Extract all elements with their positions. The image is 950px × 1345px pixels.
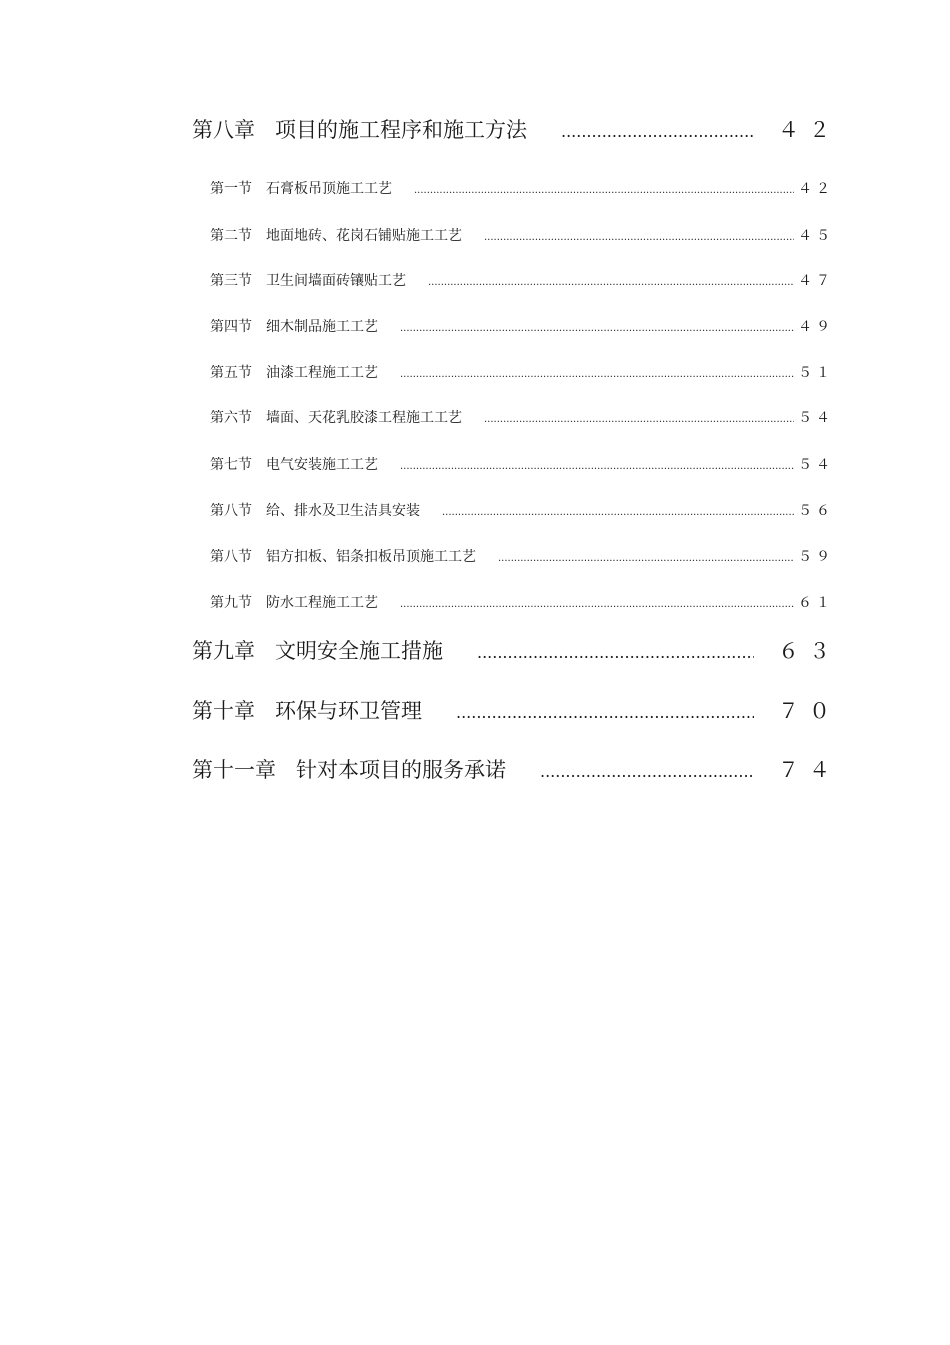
page-number: ４７ bbox=[798, 273, 834, 289]
dot-leader bbox=[477, 643, 754, 662]
section-number: 第八节 bbox=[210, 549, 252, 565]
page-number: ５４ bbox=[798, 457, 834, 473]
toc-section-7[interactable] bbox=[210, 454, 834, 474]
dot-leader bbox=[484, 414, 794, 425]
chapter-title: 针对本项目的服务承诺 bbox=[296, 758, 506, 782]
chapter-title: 环保与环卫管理 bbox=[275, 699, 422, 723]
section-number: 第七节 bbox=[210, 457, 252, 473]
dot-leader bbox=[442, 507, 794, 518]
toc-section-2[interactable] bbox=[210, 225, 834, 245]
chapter-number: 第十一章 bbox=[192, 758, 276, 782]
section-title: 卫生间墙面砖镶贴工艺 bbox=[266, 273, 406, 289]
toc-chapter-10[interactable] bbox=[192, 695, 840, 725]
dot-leader bbox=[540, 762, 754, 781]
section-number: 第三节 bbox=[210, 273, 252, 289]
dot-leader bbox=[498, 553, 794, 564]
toc-chapter-8[interactable] bbox=[192, 114, 840, 144]
page-number: ６３ bbox=[778, 639, 840, 663]
section-number: 第二节 bbox=[210, 228, 252, 244]
toc-section-4[interactable] bbox=[210, 316, 834, 336]
dot-leader bbox=[400, 461, 794, 472]
page-number: ４９ bbox=[798, 319, 834, 335]
toc-chapter-9[interactable] bbox=[192, 635, 840, 665]
dot-leader bbox=[400, 323, 794, 334]
dot-leader bbox=[428, 277, 794, 288]
chapter-title: 项目的施工程序和施工方法 bbox=[275, 118, 527, 142]
toc-section-8[interactable] bbox=[210, 500, 834, 520]
dot-leader bbox=[561, 122, 754, 141]
page-number: ５４ bbox=[798, 410, 834, 426]
page-number: ４５ bbox=[798, 228, 834, 244]
toc-section-5[interactable] bbox=[210, 362, 834, 382]
toc-section-6[interactable] bbox=[210, 407, 834, 427]
page-number: ５１ bbox=[798, 365, 834, 381]
section-number: 第五节 bbox=[210, 365, 252, 381]
section-number: 第六节 bbox=[210, 410, 252, 426]
toc-chapter-11[interactable] bbox=[192, 754, 840, 784]
page-number: ４２ bbox=[798, 181, 834, 197]
chapter-title: 文明安全施工措施 bbox=[275, 639, 443, 663]
section-number: 第一节 bbox=[210, 181, 252, 197]
chapter-number: 第八章 bbox=[192, 118, 255, 142]
section-title: 细木制品施工工艺 bbox=[266, 319, 378, 335]
dot-leader bbox=[400, 599, 794, 610]
page-number: ７０ bbox=[778, 699, 840, 723]
toc-section-9[interactable] bbox=[210, 546, 834, 566]
page-number: ７４ bbox=[778, 758, 840, 782]
section-title: 墙面、天花乳胶漆工程施工工艺 bbox=[266, 410, 462, 426]
page-number: ５９ bbox=[798, 549, 834, 565]
section-number: 第九节 bbox=[210, 595, 252, 611]
dot-leader bbox=[400, 369, 794, 380]
section-title: 电气安装施工工艺 bbox=[266, 457, 378, 473]
page-number: ５６ bbox=[798, 503, 834, 519]
section-title: 地面地砖、花岗石铺贴施工工艺 bbox=[266, 228, 462, 244]
dot-leader bbox=[414, 185, 794, 196]
section-title: 防水工程施工工艺 bbox=[266, 595, 378, 611]
section-title: 油漆工程施工工艺 bbox=[266, 365, 378, 381]
toc-section-10[interactable] bbox=[210, 592, 834, 612]
page-number: ４２ bbox=[778, 118, 840, 142]
chapter-number: 第九章 bbox=[192, 639, 255, 663]
toc-section-1[interactable] bbox=[210, 178, 834, 198]
section-title: 给、排水及卫生洁具安装 bbox=[266, 503, 420, 519]
section-title: 铝方扣板、铝条扣板吊顶施工工艺 bbox=[266, 549, 476, 565]
page-number: ６１ bbox=[798, 595, 834, 611]
dot-leader bbox=[456, 703, 754, 722]
chapter-number: 第十章 bbox=[192, 699, 255, 723]
toc-section-3[interactable] bbox=[210, 270, 834, 290]
section-number: 第八节 bbox=[210, 503, 252, 519]
dot-leader bbox=[484, 232, 794, 243]
section-number: 第四节 bbox=[210, 319, 252, 335]
section-title: 石膏板吊顶施工工艺 bbox=[266, 181, 392, 197]
